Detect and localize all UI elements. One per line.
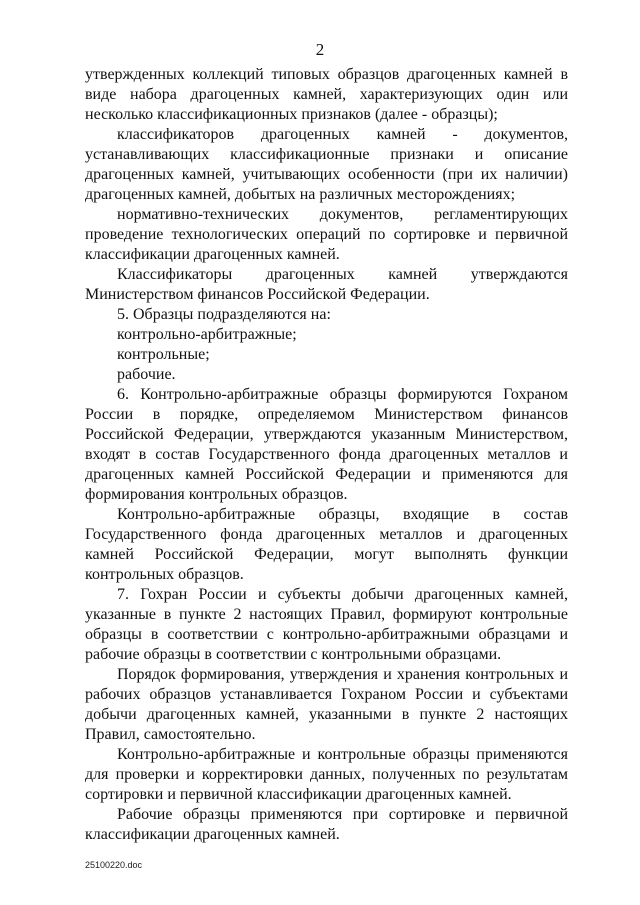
paragraph-classifiers-approval: Классификаторы драгоценных камней утверждаются Министерством финансов Российской Федерации. [85,266,568,303]
page-number: 2 [315,40,325,59]
paragraph-control-arbitration: контрольно-арбитражные; [117,326,297,343]
paragraph-item-7: 7. Гохран России и субъекты добычи драгоценных камней, указанные в пункте 2 настоящих Правил, формируют контрольные образцы в соответствии с контрольно-арбитражными образцами и рабочие образцы в соответствии с контрольными образцами. [85,586,568,663]
paragraph-control: контрольные; [117,346,210,363]
paragraph-collections: утвержденных коллекций типовых образцов драгоценных камней в виде набора драгоценных камней, характеризующих один или несколько классификационных признаков (далее - образцы); [85,66,568,123]
paragraph-classifiers: классификаторов драгоценных камней - документов, устанавливающих классификационные признаки и описание драгоценных камней, учитывающих особенности (при их наличии) драгоценных камней, добытых на различных месторождениях; [85,126,568,203]
paragraph-working: рабочие. [117,366,176,383]
paragraph-item-6: 6. Контрольно-арбитражные образцы формируются Гохраном России в порядке, определяемом Министерством финансов Российской Федерации, утверждаются указанным Министерством, входят в состав Государственного фонда драгоценных металлов и драгоценных камней Российской Федерации и применяются для формирования контрольных образцов. [85,386,568,503]
footer-document-code: 25100220.doc [85,860,143,870]
paragraph-normative-documents: нормативно-технических документов, регламентирующих проведение технологических операций по сортировке и первичной классификации драгоценных камней. [85,206,568,263]
paragraph-state-fund: Контрольно-арбитражные образцы, входящие в состав Государственного фонда драгоценных металлов и драгоценных камней Российской Федерации, могут выполнять функции контрольных образцов. [85,506,568,583]
paragraph-verification: Контрольно-арбитражные и контрольные образцы применяются для проверки и корректировки данных, полученных по результатам сортировки и первичной классификации драгоценных камней. [85,746,568,803]
paragraph-working-samples: Рабочие образцы применяются при сортировке и первичной классификации драгоценных камней. [85,806,568,843]
document-body [85,65,568,845]
paragraph-formation-procedure: Порядок формирования, утверждения и хранения контрольных и рабочих образцов устанавливается Гохраном России и субъектами добычи драгоценных камней, указанными в пункте 2 настоящих Правил, самостоятельно. [85,666,568,743]
paragraph-item-5: 5. Образцы подразделяются на: [117,306,331,323]
